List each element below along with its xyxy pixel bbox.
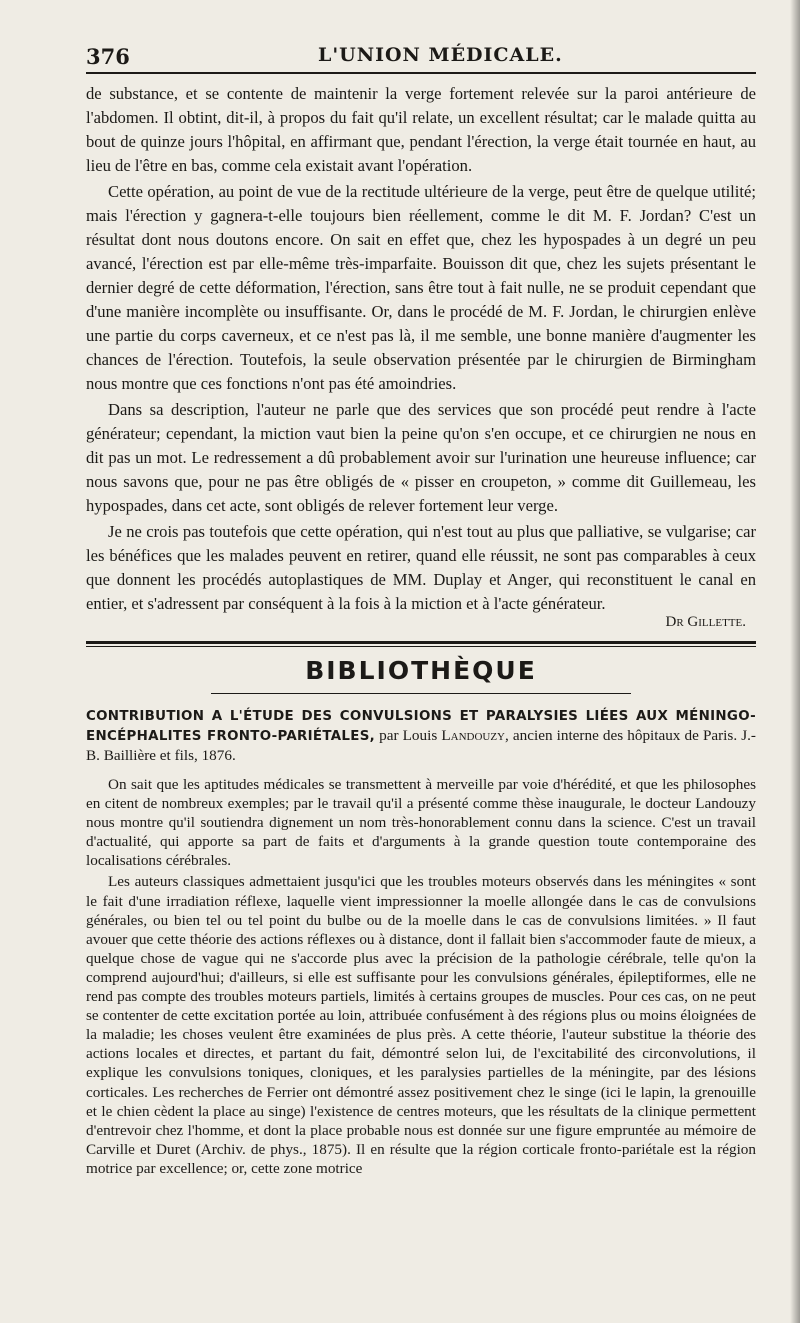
review-title: CONTRIBUTION A L'ÉTUDE DES CONVULSIONS ET PARALYSIES LIÉES AUX MÉNINGO-ENCÉPHALITES FRONTO-PARIÉTALES,: [86, 709, 756, 744]
article-paragraph: Je ne crois pas toutefois que cette opération, qui n'est tout au plus que palliative, se vulgarise; car les bénéfices que les malades peuvent en retirer, quand elle réussit, ne sont pas comparables à ceux que donnent les procédés autoplastiques de MM. Duplay et Anger, qui reconstituent le canal en entier, et s'adressent par conséquent à la fois à la miction et à l'acte générateur.: [86, 522, 756, 613]
page-edge-shadow: [790, 0, 800, 1323]
review-body: [86, 775, 756, 1178]
review-paragraph: Les auteurs classiques admettaient jusqu'ici que les troubles moteurs observés dans les méningites « sont le fait d'une irradiation réflexe, laquelle vient impressionner la moelle allongée dans le cas de convulsions générales, ou bien tel ou tel point du bulbe ou de la moelle dans le cas de convulsions limitées. » Il faut avouer que cette théorie des actions réflexes ou à distance, dont il fallait bien s'accommoder faute de mieux, a quelque chose de vague qui ne s'accorde plus avec la précision de la pathologie cérébrale, telle qu'on la comprend aujourd'hui; d'ailleurs, si elle est suffisante pour les convulsions générales, épileptiformes, elle ne rend pas compte des troubles moteurs partiels, limités à certains groupes de muscles. Pour ces cas, on ne peut se contenter de cette excitation portée au loin, attribuée confusément à des régions plus ou moins éloignées de la maladie; les choses veulent être examinées de plus près. A cette théorie, l'auteur substitue la théorie des actions locales et directes, et partant du fait, démontré selon lui, de l'excitabilité des circonvolutions, il explique les convulsions toniques, cloniques, et les paralysies partielles de la méningite, par des lésions corticales. Les recherches de Ferrier ont démontré assez positivement chez le singe (ici le lapin, la grenouille et le chien cèdent la place au singe) l'existence de centres moteurs, que les résultats de la clinique permettent d'entrevoir chez l'homme, et dont la place probable nous est donnée sur une figure empruntée au mémoire de Carville et Duret (Archiv. de phys., 1875). Il en résulte que la région corticale fronto-pariétale est la région motrice par excellence; or, cette zone motrice: [86, 873, 756, 1177]
review-author: Landouzy: [441, 727, 506, 744]
article-paragraph: Dans sa description, l'auteur ne parle que des services que son procédé peut rendre à l'acte générateur; cependant, la miction vaut bien la peine qu'on s'en occupe, et ce chirurgien ne nous en dit pas un mot. Le redressement a dû probablement avoir sur l'urination une heureuse influence; car nous savons que, pour ne pas être obligés de « pisser en croupeton, » comme dit Guillemeau, les hypospades, dans cet acte, sont obligés de relever fortement leur verge.: [86, 400, 756, 515]
section-divider: [86, 641, 756, 647]
article-paragraph: de substance, et se contente de maintenir la verge fortement relevée sur la paroi antérieure de l'abdomen. Il obtint, dit-il, à propos du fait qu'il relate, un excellent résultat; car le malade quitta au bout de quinze jours l'hôpital, en affirmant que, pendant l'érection, la verge était tournée en haut, au lieu de l'être en bas, comme cela existait avant l'opération.: [86, 84, 756, 175]
section-title: BIBLIOTHÈQUE: [305, 656, 537, 685]
article-body: [86, 82, 756, 616]
review-byline: par Louis: [375, 727, 442, 744]
page-header: [86, 38, 756, 74]
review-heading: [86, 706, 756, 765]
article-paragraph: Cette opération, au point de vue de la rectitude ultérieure de la verge, peut être de quelque utilité; mais l'érection y gagnera-t-elle toujours bien réellement, comme le dit M. F. Jordan? C'est un résultat dont nous doutons encore. On sait en effet que, chez les hypospades à un degré un peu avancé, l'érection est par elle-même très-imparfaite. Bouisson dit que, chez les sujets présentant le dernier degré de cette déformation, l'érection, sans être tout à fait nulle, ne se produit cependant que d'une manière incomplète ou insuffisante. Or, dans le procédé de M. F. Jordan, le chirurgien enlève une partie du corps caverneux, et ce n'est pas là, il me semble, une bonne manière d'augmenter les chances de l'érection. Toutefois, la seule observation présentée par le chirurgien de Birmingham nous montre que ces fonctions n'ont pas été amoindries.: [86, 182, 756, 393]
review-publisher: , ancien interne des hôpitaux de Paris. J.-B. Baillière et fils, 1876.: [86, 727, 756, 764]
running-head: L'UNION MÉDICALE.: [318, 44, 563, 66]
page-number: 376: [86, 44, 130, 69]
title-underline: [211, 693, 631, 694]
author-signature: Dr Gillette.: [665, 614, 746, 630]
review-paragraph: On sait que les aptitudes médicales se transmettent à merveille par voie d'hérédité, et que les philosophes en citent de nombreux exemples; par le travail qu'il a présenté comme thèse inaugurale, le docteur Landouzy nous montre qu'il soutiendra dignement un nom très-honorablement connu dans la science. C'est un travail d'actualité, qui apporte sa part de faits et d'arguments à la grande question toute contemporaine des localisations cérébrales.: [86, 776, 756, 870]
